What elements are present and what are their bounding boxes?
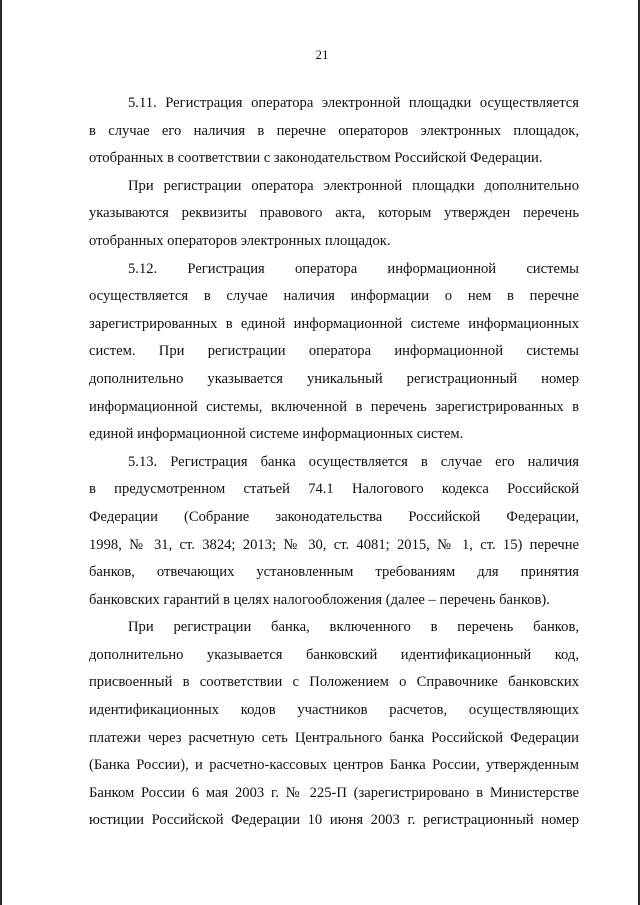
text-line: систем. При регистрации оператора информационной системы xyxy=(89,343,579,360)
text-line: осуществляется в случае наличия информации о нем в перечне xyxy=(89,288,579,305)
text-line: банков, отвечающих установленным требованиям для принятия xyxy=(89,564,579,581)
text-line: отобранных в соответствии с законодательством Российской Федерации. xyxy=(89,150,543,167)
paragraph xyxy=(89,90,579,173)
text-line: (Банка России), и расчетно-кассовых центров Банка России, утвержденным xyxy=(89,757,579,774)
text-line: отобранных операторов электронных площадок. xyxy=(89,232,391,249)
text-line: зарегистрированных в единой информационной системе информационных xyxy=(89,315,579,332)
text-line: 1998, № 31, ст. 3824; 2013; № 30, ст. 4081; 2015, № 1, ст. 15) перечне xyxy=(89,536,579,553)
paragraph xyxy=(89,173,579,256)
text-line: Федерации (Собрание законодательства Российской Федерации, xyxy=(89,508,579,525)
text-line: При регистрации оператора электронной площадки дополнительно xyxy=(128,177,579,194)
text-line: в предусмотренном статьей 74.1 Налогового кодекса Российской xyxy=(89,481,579,498)
text-line: юстиции Российской Федерации 10 июня 2003 г. регистрационный номер xyxy=(89,812,579,829)
text-line: При регистрации банка, включенного в перечень банков, xyxy=(128,619,579,636)
text-line: указываются реквизиты правового акта, которым утвержден перечень xyxy=(89,205,579,222)
page-number: 21 xyxy=(315,47,329,62)
text-line: Банком России 6 мая 2003 г. № 225-П (зарегистрировано в Министерстве xyxy=(89,784,579,801)
text-line: идентификационных кодов участников расчетов, осуществляющих xyxy=(89,702,579,719)
text-line: дополнительно указывается банковский идентификационный код, xyxy=(89,646,579,663)
paragraph xyxy=(89,449,579,615)
text-line: 5.13. Регистрация банка осуществляется в случае его наличия xyxy=(128,453,579,470)
paragraph xyxy=(89,614,579,835)
text-line: в случае его наличия в перечне операторов электронных площадок, xyxy=(89,122,579,139)
text-line: банковских гарантий в целях налогообложения (далее – перечень банков). xyxy=(89,591,550,608)
text-line: 5.12. Регистрация оператора информационной системы xyxy=(128,260,579,277)
text-line: информационной системы, включенной в перечень зарегистрированных в xyxy=(89,398,579,415)
text-line: дополнительно указывается уникальный регистрационный номер xyxy=(89,370,579,387)
text-line: 5.11. Регистрация оператора электронной площадки осуществляется xyxy=(128,95,579,111)
text-line: единой информационной системе информационных систем. xyxy=(89,426,464,443)
text-line: присвоенный в соответствии с Положением о Справочнике банковских xyxy=(89,674,579,691)
text-line: платежи через расчетную сеть Центрального банка Российской Федерации xyxy=(89,729,579,746)
document-body xyxy=(89,90,579,835)
paragraph xyxy=(89,256,579,449)
